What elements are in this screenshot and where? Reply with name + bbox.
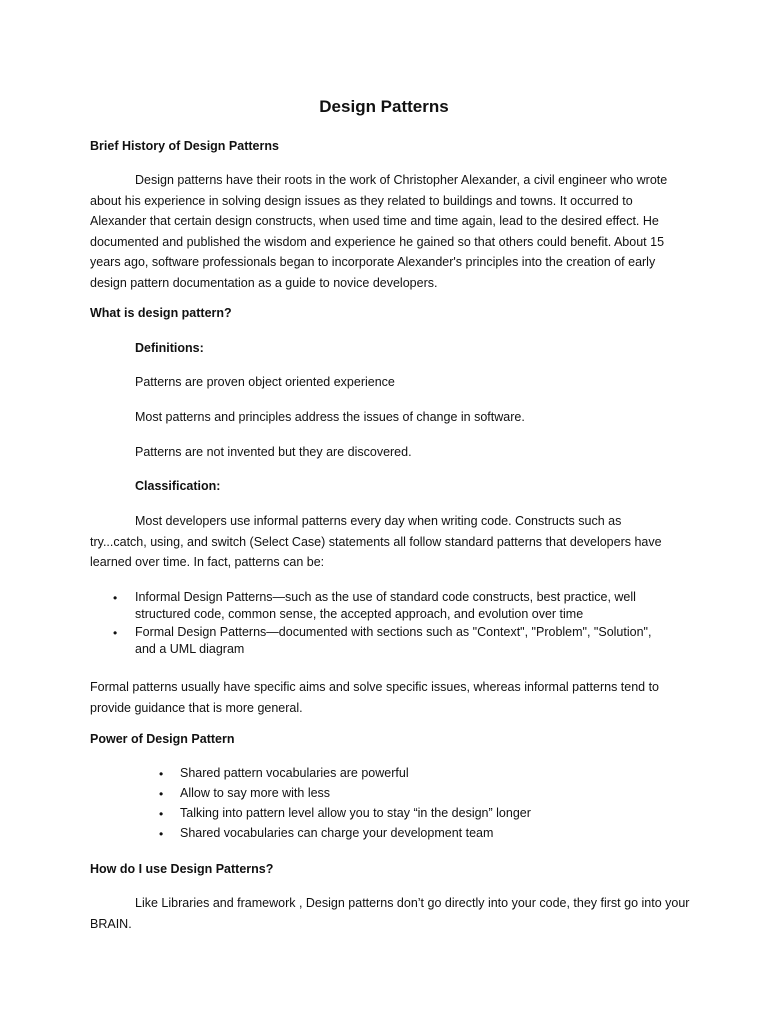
bullet-dot: •: [159, 807, 164, 821]
history-paragraph: Design patterns have their roots in the work of Christopher Alexander, a civil engineer who wrote about his experience in solving design issues as they related to buildings and towns. It occurred to Alexander that certain design constructs, when used time and time again, lead to the desired effect. He documented and published the wisdom and experience he gained so that others could benefit. About 15 years ago, software professionals began to incorporate Alexander's principles into the creation of early design pattern documentation as a guide to novice developers.: [90, 173, 668, 290]
bullet-dot: •: [159, 767, 164, 781]
power-item: Talking into pattern level allow you to stay “in the design” longer: [180, 806, 531, 820]
definitions-heading: Definitions:: [135, 341, 204, 355]
definition-item: Patterns are not invented but they are discovered.: [135, 445, 412, 459]
power-item: Allow to say more with less: [180, 786, 331, 800]
formal-paragraph: Formal patterns usually have specific aims and solve specific issues, whereas informal patterns tend to provide guidance that is more general.: [90, 680, 660, 715]
classification-paragraph: Most developers use informal patterns every day when writing code. Constructs such as try...catch, using, and switch (Select Case) statements all follow standard patterns that developers have learned over time. In fact, patterns can be:: [90, 514, 662, 569]
usage-heading: How do I use Design Patterns?: [90, 862, 274, 876]
power-item: Shared vocabularies can charge your development team: [180, 826, 494, 840]
power-heading: Power of Design Pattern: [90, 732, 235, 746]
pattern-type-item: Formal Design Patterns—documented with sections such as "Context", "Problem", "Solution", and a UML diagram: [135, 625, 652, 656]
definition-item: Most patterns and principles address the issues of change in software.: [135, 410, 525, 424]
pattern-type-item: Informal Design Patterns—such as the use of standard code constructs, best practice, well structured code, common sense, the accepted approach, and evolution over time: [135, 590, 636, 621]
usage-paragraph: Like Libraries and framework , Design patterns don’t go directly into your code, they first go into your BRAIN.: [90, 896, 690, 931]
what-is-heading: What is design pattern?: [90, 306, 232, 320]
bullet-dot: •: [159, 787, 164, 801]
bullet-dot: •: [113, 591, 118, 605]
power-item: Shared pattern vocabularies are powerful: [180, 766, 409, 780]
definition-item: Patterns are proven object oriented experience: [135, 375, 395, 389]
bullet-dot: •: [159, 827, 164, 841]
bullet-dot: •: [113, 626, 118, 640]
document-title: Design Patterns: [319, 97, 449, 116]
classification-heading: Classification:: [135, 479, 221, 493]
history-heading: Brief History of Design Patterns: [90, 139, 279, 153]
